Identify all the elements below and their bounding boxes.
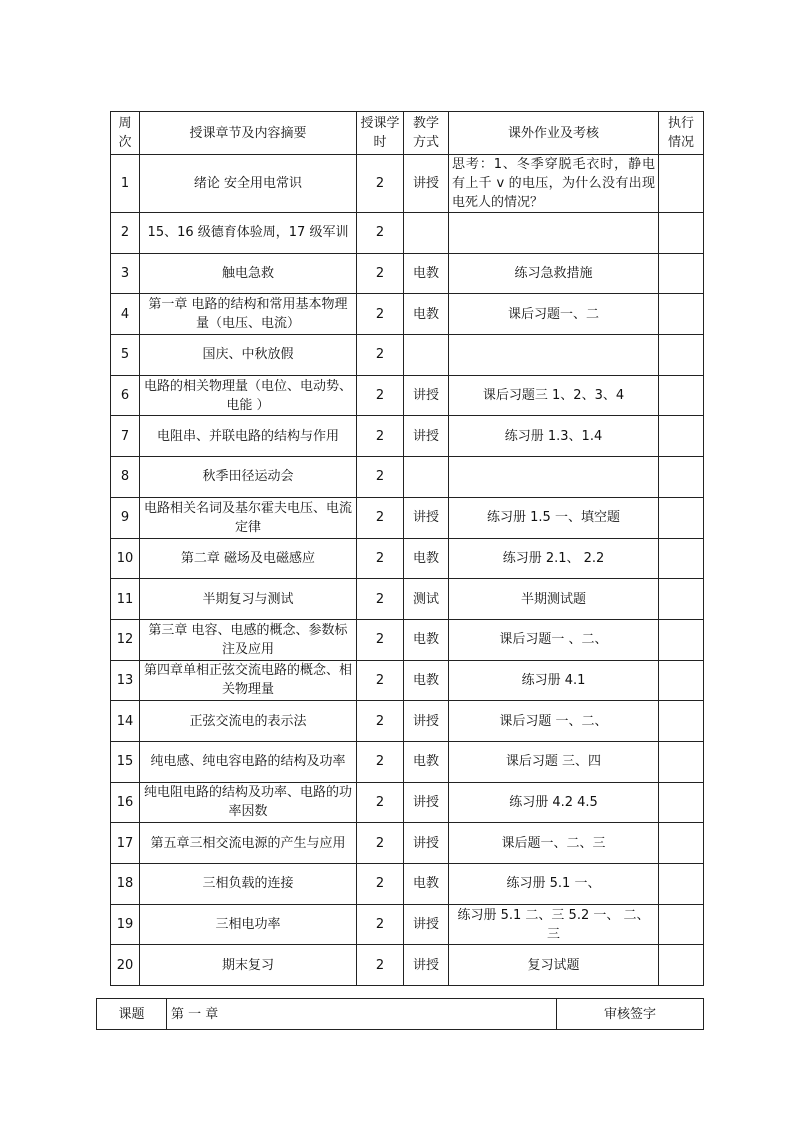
cell-status: [659, 416, 704, 457]
cell-status: [659, 864, 704, 905]
cell-content: 第四章单相正弦交流电路的概念、相关物理量: [140, 660, 357, 701]
cell-hours: 2: [357, 375, 404, 416]
cell-week: 16: [111, 782, 140, 823]
cell-method: 讲授: [404, 782, 449, 823]
table-row: [111, 701, 704, 742]
cell-week: 17: [111, 823, 140, 864]
cell-week: 12: [111, 619, 140, 660]
cell-week: 10: [111, 538, 140, 579]
cell-week: 19: [111, 904, 140, 945]
header-content: 授课章节及内容摘要: [140, 112, 357, 155]
cell-content: 电阻串、并联电路的结构与作用: [140, 416, 357, 457]
cell-content: 电路相关名词及基尔霍夫电压、电流定律: [140, 497, 357, 538]
cell-hours: 2: [357, 904, 404, 945]
cell-status: [659, 294, 704, 335]
cell-content: 三相电功率: [140, 904, 357, 945]
cell-method: 电教: [404, 741, 449, 782]
cell-week: 2: [111, 213, 140, 254]
cell-week: 8: [111, 457, 140, 498]
cell-status: [659, 538, 704, 579]
cell-homework: 课后习题三 1、2、3、4: [449, 375, 659, 416]
table-row: [111, 213, 704, 254]
cell-hours: 2: [357, 945, 404, 986]
cell-content: 国庆、中秋放假: [140, 335, 357, 376]
cell-method: 电教: [404, 660, 449, 701]
cell-week: 4: [111, 294, 140, 335]
cell-week: 9: [111, 497, 140, 538]
cell-method: 电教: [404, 619, 449, 660]
cell-homework: 课后习题 一、二、: [449, 701, 659, 742]
header-method: 教学方式: [404, 112, 449, 155]
cell-hours: 2: [357, 782, 404, 823]
cell-method: 讲授: [404, 823, 449, 864]
teaching-schedule-table: [110, 111, 704, 986]
cell-content: 第五章三相交流电源的产生与应用: [140, 823, 357, 864]
cell-homework: 复习试题: [449, 945, 659, 986]
cell-homework: 课后题一、二、三: [449, 823, 659, 864]
cell-homework: 练习册 1.3、1.4: [449, 416, 659, 457]
table-row: [111, 945, 704, 986]
cell-content: 绪论 安全用电常识: [140, 155, 357, 213]
header-week: 周次: [111, 112, 140, 155]
cell-method: 讲授: [404, 375, 449, 416]
cell-hours: 2: [357, 538, 404, 579]
cell-hours: 2: [357, 579, 404, 620]
cell-method: [404, 213, 449, 254]
table-row: [111, 335, 704, 376]
cell-method: 讲授: [404, 155, 449, 213]
cell-homework: 练习册 5.1 二、三 5.2 一、 二、三: [449, 904, 659, 945]
table-row: [111, 538, 704, 579]
table-row: [111, 416, 704, 457]
cell-method: 讲授: [404, 945, 449, 986]
cell-hours: 2: [357, 660, 404, 701]
cell-method: 讲授: [404, 904, 449, 945]
cell-content: 第二章 磁场及电磁感应: [140, 538, 357, 579]
cell-status: [659, 253, 704, 294]
table-row: [111, 904, 704, 945]
cell-week: 1: [111, 155, 140, 213]
cell-status: [659, 660, 704, 701]
cell-hours: 2: [357, 294, 404, 335]
cell-homework: 课后习题 三、四: [449, 741, 659, 782]
cell-content: 第三章 电容、电感的概念、参数标注及应用: [140, 619, 357, 660]
cell-week: 13: [111, 660, 140, 701]
cell-content: 纯电阻电路的结构及功率、电路的功率因数: [140, 782, 357, 823]
cell-method: 电教: [404, 253, 449, 294]
cell-status: [659, 579, 704, 620]
cell-method: 电教: [404, 538, 449, 579]
table-row: [111, 579, 704, 620]
cell-week: 20: [111, 945, 140, 986]
cell-status: [659, 823, 704, 864]
header-status: 执行情况: [659, 112, 704, 155]
cell-content: 触电急救: [140, 253, 357, 294]
table-row: [111, 660, 704, 701]
cell-method: 电教: [404, 864, 449, 905]
table-row: [111, 375, 704, 416]
cell-status: [659, 904, 704, 945]
cell-homework: 练习册 4.2 4.5: [449, 782, 659, 823]
cell-homework: 练习册 5.1 一、: [449, 864, 659, 905]
cell-status: [659, 945, 704, 986]
cell-hours: 2: [357, 497, 404, 538]
topic-value: 第 一 章: [167, 999, 557, 1030]
cell-status: [659, 497, 704, 538]
footer-table: [96, 998, 704, 1030]
cell-hours: 2: [357, 619, 404, 660]
header-hours: 授课学时: [357, 112, 404, 155]
footer-row: [97, 999, 704, 1030]
table-row: [111, 253, 704, 294]
cell-content: 半期复习与测试: [140, 579, 357, 620]
cell-hours: 2: [357, 457, 404, 498]
cell-content: 电路的相关物理量（电位、电动势、电能 ）: [140, 375, 357, 416]
table-row: [111, 741, 704, 782]
cell-method: 讲授: [404, 497, 449, 538]
cell-status: [659, 457, 704, 498]
table-row: [111, 619, 704, 660]
cell-hours: 2: [357, 155, 404, 213]
cell-week: 3: [111, 253, 140, 294]
cell-hours: 2: [357, 864, 404, 905]
cell-hours: 2: [357, 741, 404, 782]
cell-status: [659, 335, 704, 376]
table-row: [111, 864, 704, 905]
cell-homework: 练习册 2.1、 2.2: [449, 538, 659, 579]
table-row: [111, 457, 704, 498]
cell-status: [659, 741, 704, 782]
cell-method: 讲授: [404, 701, 449, 742]
cell-content: 第一章 电路的结构和常用基本物理量（电压、电流）: [140, 294, 357, 335]
cell-content: 正弦交流电的表示法: [140, 701, 357, 742]
cell-status: [659, 375, 704, 416]
review-signature-label: 审核签字: [557, 999, 704, 1030]
cell-hours: 2: [357, 213, 404, 254]
cell-content: 秋季田径运动会: [140, 457, 357, 498]
cell-status: [659, 213, 704, 254]
cell-status: [659, 155, 704, 213]
cell-hours: 2: [357, 253, 404, 294]
cell-hours: 2: [357, 823, 404, 864]
cell-homework: [449, 335, 659, 376]
table-row: [111, 497, 704, 538]
cell-content: 三相负载的连接: [140, 864, 357, 905]
cell-homework: 半期测试题: [449, 579, 659, 620]
header-row: [111, 112, 704, 155]
cell-week: 15: [111, 741, 140, 782]
cell-homework: 课后习题一 、二、: [449, 619, 659, 660]
cell-homework: 练习册 1.5 一、填空题: [449, 497, 659, 538]
cell-content: 期末复习: [140, 945, 357, 986]
header-homework: 课外作业及考核: [449, 112, 659, 155]
cell-status: [659, 701, 704, 742]
cell-homework: [449, 213, 659, 254]
cell-week: 5: [111, 335, 140, 376]
topic-label: 课题: [97, 999, 167, 1030]
cell-homework: 课后习题一、二: [449, 294, 659, 335]
cell-method: 测试: [404, 579, 449, 620]
cell-method: [404, 335, 449, 376]
cell-method: [404, 457, 449, 498]
cell-week: 7: [111, 416, 140, 457]
table-row: [111, 294, 704, 335]
cell-hours: 2: [357, 335, 404, 376]
cell-week: 11: [111, 579, 140, 620]
table-row: [111, 155, 704, 213]
cell-homework: [449, 457, 659, 498]
cell-week: 6: [111, 375, 140, 416]
cell-content: 15、16 级德育体验周，17 级军训: [140, 213, 357, 254]
cell-homework: 练习急救措施: [449, 253, 659, 294]
cell-hours: 2: [357, 416, 404, 457]
cell-status: [659, 619, 704, 660]
table-row: [111, 823, 704, 864]
cell-content: 纯电感、纯电容电路的结构及功率: [140, 741, 357, 782]
cell-homework: 思考：1、冬季穿脱毛衣时，静电有上千 v 的电压，为什么没有出现电死人的情况？: [449, 155, 659, 213]
cell-method: 讲授: [404, 416, 449, 457]
cell-status: [659, 782, 704, 823]
cell-week: 18: [111, 864, 140, 905]
cell-homework: 练习册 4.1: [449, 660, 659, 701]
cell-hours: 2: [357, 701, 404, 742]
cell-week: 14: [111, 701, 140, 742]
cell-method: 电教: [404, 294, 449, 335]
table-row: [111, 782, 704, 823]
